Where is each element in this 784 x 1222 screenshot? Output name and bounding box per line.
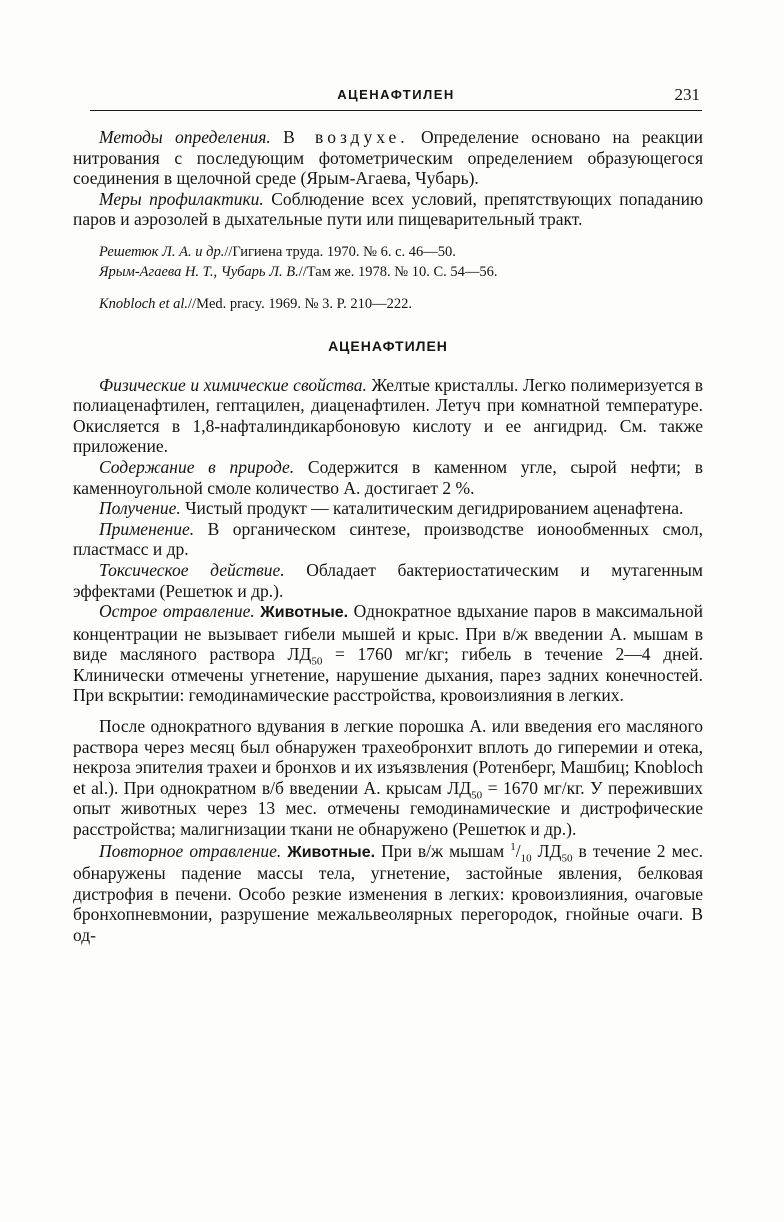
acute-text-a: Однократное вдыхание паров в максимальной концентрации не вызывает гибели мышей и крыс. При в/ж введении А. мышам в виде масляного раствора ЛД <box>73 601 703 665</box>
fraction-numerator: 1 <box>510 840 516 853</box>
inhal-text-a: После однократного вдувания в легкие порошка А. или введения его масляного раствора через месяц был обнаружен трахеобронхит вплоть до гиперемии и отека, некроза эпителия трахеи и бронхов и их изъязвления (Ротенберг, Машбиц; Knobloch et al.). При однократном в/б введении А. крысам ЛД <box>73 716 703 798</box>
physical-label: Физические и химические свойства. <box>99 374 367 395</box>
inhalation-paragraph <box>73 716 703 840</box>
running-header <box>90 84 702 111</box>
production-text: Чистый продукт — каталитическим дегидрированием аценафтена. <box>185 498 684 519</box>
inhal-text-b: = 1670 мг/кг. У переживших опыт животных через 13 мес. отмечены гемодинамические и дистрофические расстройства; малигнизации ткани не обнаружено (Решетюк и др.). <box>73 777 703 840</box>
ref-source: //Med. pracy. 1969. № 3. P. 210—222. <box>188 295 412 312</box>
methods-spaced: В воздухе. <box>283 127 409 147</box>
reference-item <box>73 242 703 262</box>
ref-authors: Решетюк Л. А. и др. <box>99 243 225 260</box>
prevention-text: Соблюдение всех условий, препятствующих попаданию паров и аэрозолей в дыхательные пути или пищеварительный тракт. <box>73 188 704 230</box>
production-paragraph <box>73 498 703 519</box>
prevention-paragraph <box>73 189 703 230</box>
ref-authors: Knobloch et al. <box>99 295 189 312</box>
ld-subscript: 50 <box>471 789 483 802</box>
acute-label: Острое отравление. <box>99 601 255 622</box>
physical-paragraph <box>73 375 703 457</box>
repeated-paragraph: Повторное отравление. Животные. При в/ж мышам $^1/_{10}$ $ЛД_{50}$ в течение 2 мес. обнаружены падение массы тела, угнетение, застойные явления, белковая дистрофия в печени. Особо резкие изменения в легких: кровоизлияния, очаговые бронхопневмонии, разрушение межальвеолярных перегородок, гнойные очаги. В од- <box>73 840 703 945</box>
methods-label: Методы определения. <box>99 127 271 147</box>
repeated-text-c: в течение 2 мес. обнаружены падение массы тела, угнетение, застойные явления, белковая дистрофия в печени. Особо резкие изменения в легких: кровоизлияния, очаговые бронхопневмонии, разрушение межальвеолярных перегородок, гнойные очаги. В од- <box>73 840 703 945</box>
toxic-text: Обладает бактериостатическим и мутагенным эффектами (Решетюк и др.). <box>73 559 703 601</box>
reference-item <box>73 262 703 282</box>
production-label: Получение. <box>99 498 181 519</box>
ref-source: //Там же. 1978. № 10. С. 54—56. <box>298 263 498 280</box>
application-text: В органическом синтезе, производстве ионообменных смол, пластмасс и др. <box>73 518 704 560</box>
repeated-text-b: ЛД <box>531 840 562 861</box>
repeated-text-a: При в/ж мышам <box>381 840 511 861</box>
nature-paragraph <box>73 457 703 498</box>
acute-paragraph <box>73 601 703 706</box>
body-text <box>73 127 703 946</box>
running-title: АЦЕНАФТИЛЕН <box>337 87 455 102</box>
application-paragraph <box>73 519 703 560</box>
physical-text: Желтые кристаллы. Легко полимеризуется в полиаценафтилен, гептацилен, диаценафтилен. Летуч при комнатной температуре. Окисляется в 1,8-нафталиндикарбоновую кислоту и ее ангидрид. См. также приложение. <box>73 374 703 457</box>
ld-subscript: 50 <box>561 852 573 865</box>
fraction-denominator: 10 <box>520 852 532 865</box>
prevention-label: Меры профилактики. <box>99 188 264 209</box>
toxic-label: Токсическое действие. <box>99 559 285 580</box>
application-label: Применение. <box>99 518 195 539</box>
ld-subscript: 50 <box>311 655 323 668</box>
methods-text: Определение основано на реакции нитрования с последующим фотометрическим определением образующегося соединения в щелочной среде (Ярым-Агаева, Чубарь). <box>73 127 704 189</box>
animals-label: Животные. <box>287 843 376 861</box>
animals-label: Животные. <box>260 604 349 622</box>
repeated-label: Повторное отравление. <box>99 840 282 861</box>
acute-text-b: = 1760 мг/кг; гибель в течение 2—4 дней. Клинически отмечены угнетение, нарушение дыхания, парез задних конечностей. При вскрытии: гемодинамические расстройства, кровоизлияния в легких. <box>73 644 704 706</box>
reference-item <box>73 294 703 314</box>
ref-authors: Ярым-Агаева Н. Т., Чубарь Л. В. <box>99 263 299 280</box>
section-heading: АЦЕНАФТИЛЕН <box>328 337 448 354</box>
nature-text: Содержится в каменном угле, сырой нефти; в каменноугольной смоле количество А. достигает 2 %. <box>73 456 704 498</box>
methods-paragraph <box>73 127 703 189</box>
toxic-paragraph <box>73 560 703 601</box>
reference-list <box>73 242 703 314</box>
nature-label: Содержание в природе. <box>99 456 295 477</box>
ref-source: //Гигиена труда. 1970. № 6. с. 46—50. <box>224 243 456 260</box>
page-number: 231 <box>674 85 700 104</box>
